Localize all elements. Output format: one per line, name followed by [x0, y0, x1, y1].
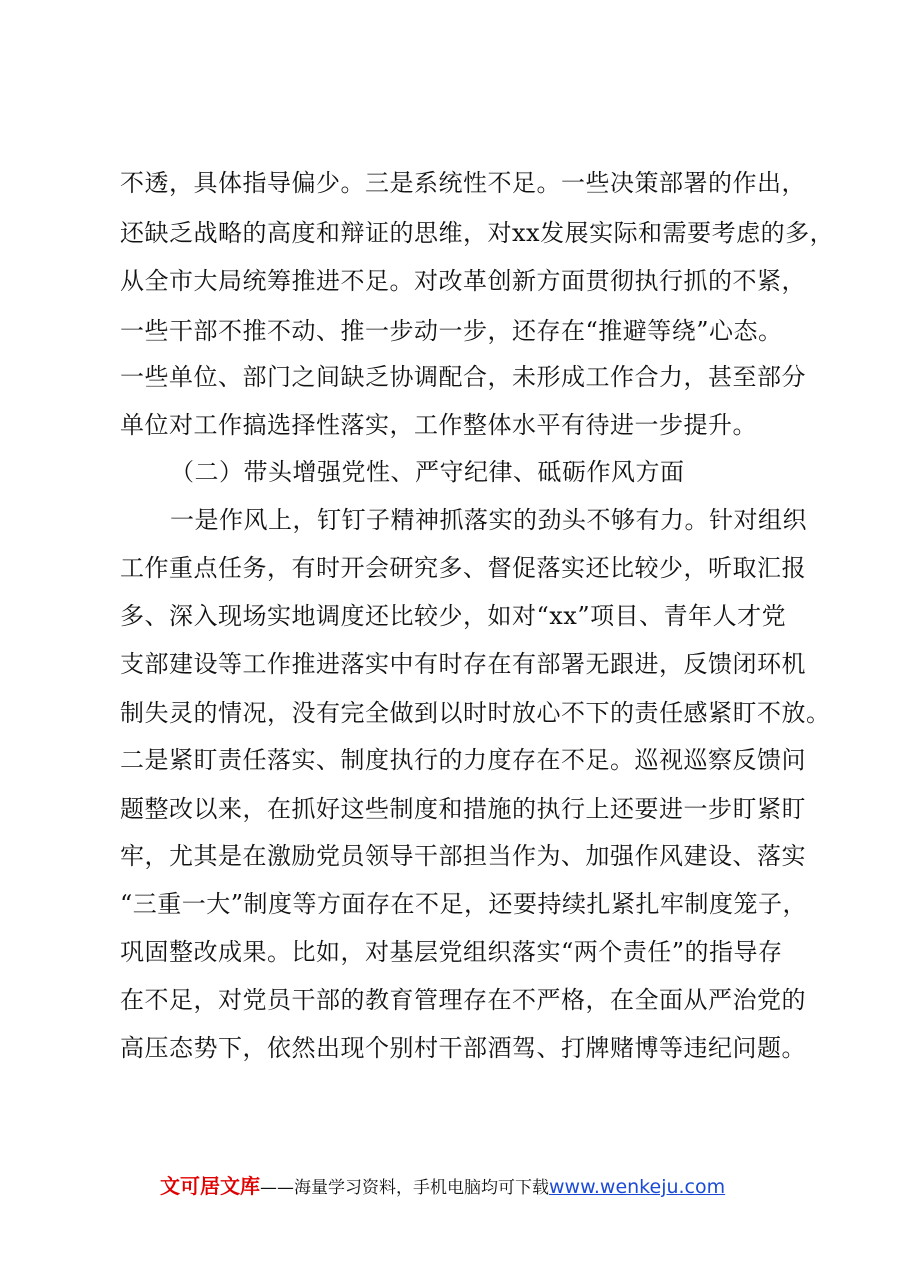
- body-line: 在不足，对党员干部的教育管理存在不严格，在全面从严治党的: [120, 986, 806, 1014]
- body-line: 一些单位、部门之间缺乏协调配合，未形成工作合力，甚至部分: [120, 363, 806, 391]
- body-line: 从全市大局统筹推进不足。对改革创新方面贯彻执行抓的不紧，: [120, 267, 806, 295]
- body-line: 二是紧盯责任落实、制度执行的力度存在不足。巡视巡察反馈问: [120, 746, 806, 774]
- body-line: 牢，尤其是在激励党员领导干部担当作为、加强作风建设、落实: [120, 842, 806, 870]
- body-line: 还缺乏战略的高度和辩证的思维，对xx发展实际和需要考虑的多，: [120, 219, 835, 247]
- footer-brand: 文可居文库: [160, 1174, 260, 1198]
- footer: [160, 1172, 725, 1202]
- body-line: 高压态势下，依然出现个别村干部酒驾、打牌赌博等违纪问题。: [120, 1034, 806, 1062]
- body-line: 单位对工作搞选择性落实，工作整体水平有待进一步提升。: [120, 411, 757, 439]
- body-line: 不透，具体指导偏少。三是系统性不足。一些决策部署的作出，: [120, 169, 806, 197]
- section-heading: （二）带头增强党性、严守纪律、砥砺作风方面: [170, 458, 685, 486]
- body-line: 题整改以来，在抓好这些制度和措施的执行上还要进一步盯紧盯: [120, 795, 806, 823]
- body-line: “三重一大”制度等方面存在不足，还要持续扎紧扎牢制度笼子，: [120, 890, 808, 918]
- body-line: 工作重点任务，有时开会研究多、督促落实还比较少，听取汇报: [120, 554, 806, 582]
- body-line: 多、深入现场实地调度还比较少，如对“xx”项目、青年人才党: [120, 602, 787, 630]
- body-line: 巩固整改成果。比如，对基层党组织落实“两个责任”的指导存: [120, 938, 783, 966]
- body-line: 支部建设等工作推进落实中有时存在有部署无跟进，反馈闭环机: [120, 650, 806, 678]
- footer-url-link[interactable]: www.wenkeju.com: [549, 1176, 726, 1198]
- body-line: 制失灵的情况，没有完全做到以时时放心不下的责任感紧盯不放。: [120, 699, 831, 727]
- body-line: 一是作风上，钉钉子精神抓落实的劲头不够有力。针对组织: [170, 506, 807, 534]
- body-line: 一些干部不推不动、推一步动一步，还存在“推避等绕”心态。: [120, 317, 783, 345]
- footer-tagline: ——海量学习资料，手机电脑均可下载: [260, 1178, 549, 1198]
